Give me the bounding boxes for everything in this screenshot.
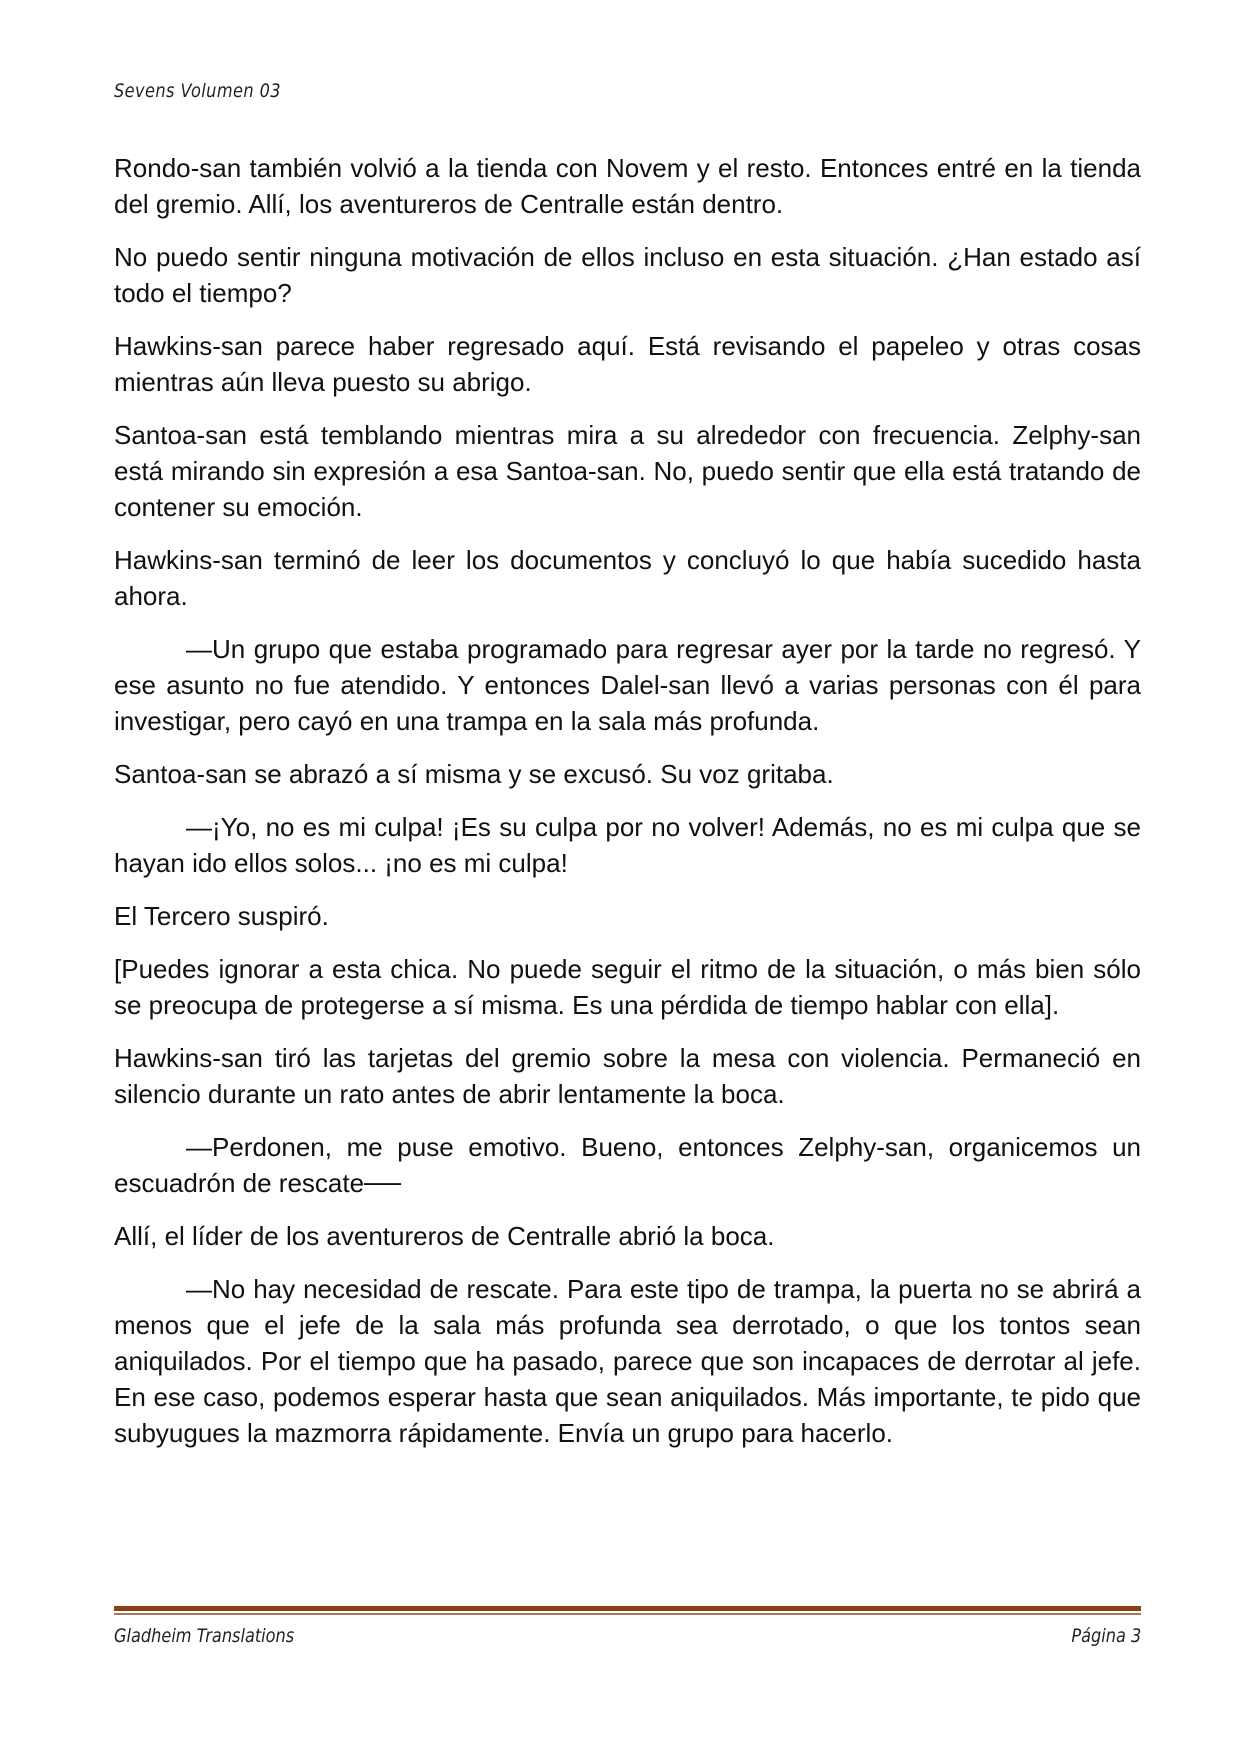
document-body [114,150,1141,1468]
running-header: Sevens Volumen 03 [114,80,281,102]
paragraph: Allí, el líder de los aventureros de Centralle abrió la boca. [114,1221,775,1251]
dialogue-paragraph: —Un grupo que estaba programado para regresar ayer por la tarde no regresó. Y ese asunto no fue atendido. Y entonces Dalel-san llevó a varias personas con él para investigar, pero cayó en una trampa en la sala más profunda. [114,634,1141,736]
dialogue-paragraph: —No hay necesidad de rescate. Para este tipo de trampa, la puerta no se abrirá a menos que el jefe de la sala más profunda sea derrotado, o que los tontos sean aniquilados. Por el tiempo que ha pasado, parece que son incapaces de derrotar al jefe. En ese caso, podemos esperar hasta que sean aniquilados. Más importante, te pido que subyugues la mazmorra rápidamente. Envía un grupo para hacerlo. [114,1274,1141,1448]
paragraph: Santoa-san se abrazó a sí misma y se excusó. Su voz gritaba. [114,759,834,789]
paragraph: Hawkins-san parece haber regresado aquí. Está revisando el papeleo y otras cosas mientras aún lleva puesto su abrigo. [114,331,1141,397]
dialogue-paragraph: —Perdonen, me puse emotivo. Bueno, entonces Zelphy-san, organicemos un escuadrón de rescate── [114,1132,1141,1198]
paragraph: Santoa-san está temblando mientras mira a su alrededor con frecuencia. Zelphy-san está mirando sin expresión a esa Santoa-san. No, puedo sentir que ella está tratando de contener su emoción. [114,420,1141,522]
paragraph: [Puedes ignorar a esta chica. No puede seguir el ritmo de la situación, o más bien sólo se preocupa de protegerse a sí misma. Es una pérdida de tiempo hablar con ella]. [114,954,1141,1020]
paragraph: Hawkins-san terminó de leer los documentos y concluyó lo que había sucedido hasta ahora. [114,545,1141,611]
footer-publisher: Gladheim Translations [114,1625,295,1647]
footer-rule-thick [114,1606,1141,1611]
dialogue-paragraph: —¡Yo, no es mi culpa! ¡Es su culpa por no volver! Además, no es mi culpa que se hayan ido ellos solos... ¡no es mi culpa! [114,812,1141,878]
footer-page-number: Página 3 [1071,1625,1141,1647]
paragraph: El Tercero suspiró. [114,901,329,931]
footer-rule-thin [114,1613,1141,1615]
paragraph: Hawkins-san tiró las tarjetas del gremio sobre la mesa con violencia. Permaneció en silencio durante un rato antes de abrir lentamente la boca. [114,1043,1141,1109]
paragraph: No puedo sentir ninguna motivación de ellos incluso en esta situación. ¿Han estado así todo el tiempo? [114,242,1141,308]
paragraph: Rondo-san también volvió a la tienda con Novem y el resto. Entonces entré en la tienda del gremio. Allí, los aventureros de Centralle están dentro. [114,153,1141,219]
